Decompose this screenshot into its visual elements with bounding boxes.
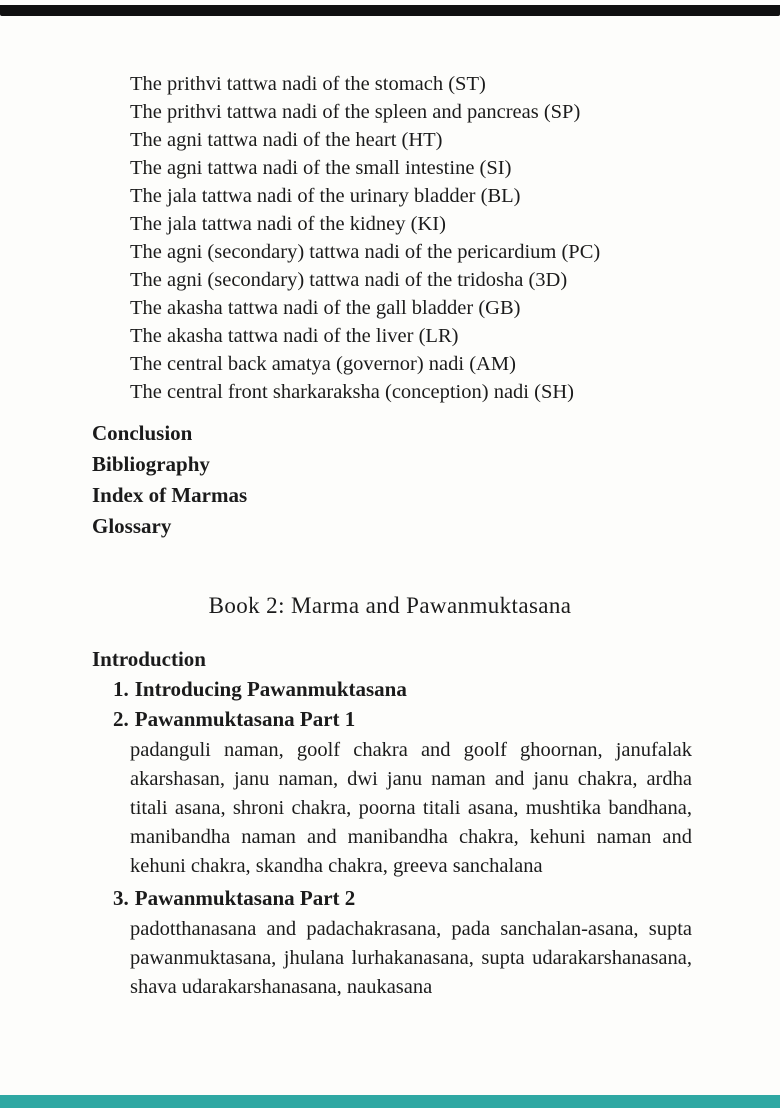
item-title: Introducing Pawanmuktasana: [134, 677, 407, 701]
item-description: padanguli naman, goolf chakra and goolf ghoornan, janufalak akarshasan, janu naman, dwi janu naman and janu chakra, ardha titali asana, shroni chakra, poorna titali asana, mushtika bandhana, manibandha naman and manibandha chakra, kehuni naman and kehuni chakra, skandha chakra, greeva sanchalana: [130, 739, 692, 877]
toc-numbered-item: [113, 674, 780, 704]
item-number: 3.: [113, 886, 129, 910]
toc-item-index-of-marmas: Index of Marmas: [92, 483, 248, 507]
toc-line: The agni (secondary) tattwa nadi of the pericardium (PC): [130, 241, 601, 263]
toc-line: The jala tattwa nadi of the kidney (KI): [130, 213, 446, 235]
scan-edge-bottom: [0, 1095, 780, 1108]
scan-edge-top: [0, 5, 780, 16]
toc-line: The prithvi tattwa nadi of the spleen and pancreas (SP): [130, 101, 581, 123]
toc-numbered-item: [113, 883, 780, 1002]
nadi-toc-list: [130, 70, 780, 406]
back-matter-list: [92, 418, 780, 542]
item-number: 2.: [113, 707, 129, 731]
item-title: Pawanmuktasana Part 2: [134, 886, 356, 910]
toc-line: The agni tattwa nadi of the small intestine (SI): [130, 157, 512, 179]
toc-item-bibliography: Bibliography: [92, 452, 210, 476]
toc-item-introduction: Introduction: [92, 647, 206, 671]
item-title-row: [113, 704, 780, 734]
toc-item-conclusion: Conclusion: [92, 421, 193, 445]
toc-line: The central back amatya (governor) nadi (AM): [130, 353, 516, 375]
item-description: padotthanasana and padachakrasana, pada sanchalan-asana, supta pawanmuktasana, jhulana lurhakanasana, supta udarakarshanasana, shava udarakarshanasana, naukasana: [130, 918, 692, 998]
toc-line: The akasha tattwa nadi of the gall bladder (GB): [130, 297, 521, 319]
toc-line: The jala tattwa nadi of the urinary bladder (BL): [130, 185, 521, 207]
item-title: Pawanmuktasana Part 1: [134, 707, 356, 731]
toc-line: The akasha tattwa nadi of the liver (LR): [130, 325, 459, 347]
toc-line: The agni (secondary) tattwa nadi of the tridosha (3D): [130, 269, 568, 291]
toc-line: The agni tattwa nadi of the heart (HT): [130, 129, 443, 151]
toc-numbered-item: [113, 704, 780, 881]
toc-line: The central front sharkaraksha (conception) nadi (SH): [130, 381, 574, 403]
toc-line: The prithvi tattwa nadi of the stomach (ST): [130, 73, 486, 95]
toc-item-glossary: Glossary: [92, 514, 172, 538]
item-number: 1.: [113, 677, 129, 701]
item-title-row: [113, 674, 780, 704]
item-title-row: [113, 883, 780, 913]
book2-heading: Book 2: Marma and Pawanmuktasana: [208, 593, 572, 618]
